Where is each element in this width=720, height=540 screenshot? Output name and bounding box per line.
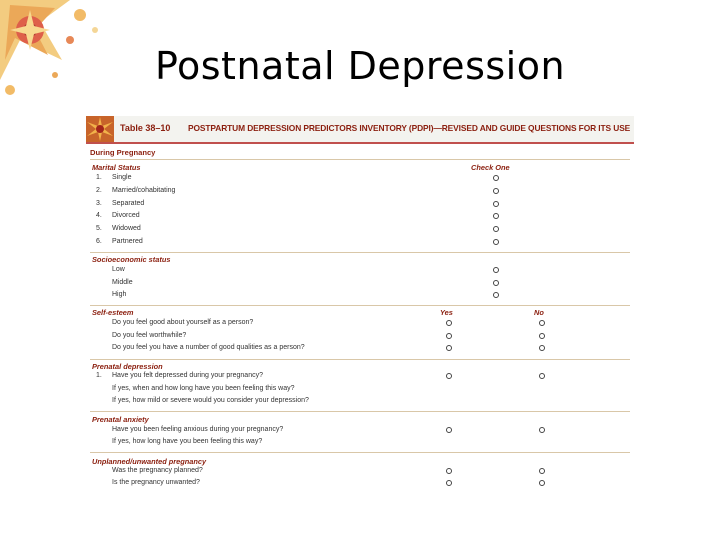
radio-yes[interactable]	[446, 345, 452, 351]
radio-yes[interactable]	[446, 427, 452, 433]
table-header	[86, 116, 634, 144]
yes-header: Yes	[440, 308, 453, 317]
prenatal-anxiety-heading: Prenatal anxiety	[92, 415, 149, 424]
radio-middle[interactable]	[493, 280, 499, 286]
radio-no[interactable]	[539, 373, 545, 379]
radio-no[interactable]	[539, 333, 545, 339]
radio-divorced[interactable]	[493, 213, 499, 219]
marital-status-heading: Marital Status	[92, 163, 141, 172]
radio-high[interactable]	[493, 292, 499, 298]
radio-yes[interactable]	[446, 480, 452, 486]
sunburst-icon	[86, 116, 114, 142]
divider	[90, 159, 630, 160]
section-during-pregnancy: During Pregnancy	[90, 148, 156, 157]
radio-single[interactable]	[493, 175, 499, 181]
slide-title: Postnatal Depression	[154, 44, 566, 88]
unplanned-pregnancy-heading: Unplanned/unwanted pregnancy	[92, 457, 207, 466]
self-esteem-heading: Self-esteem	[92, 308, 134, 317]
socioeconomic-heading: Socioeconomic status	[92, 255, 171, 264]
radio-married[interactable]	[493, 188, 499, 194]
pdpi-table: Table 38–10 POSTPARTUM DEPRESSION PREDICTORS INVENTORY (PDPI)—REVISED AND GUIDE QUESTIONS FOR ITS USE During Pregnancy Marital Status Check One 1. Single 2. Married/cohabitating 3. Separated 4. Divorced 5. Widowed 6. Partnered Socioeconomic status Low Middle High Self-esteem Yes No Do you feel good about yourself as a person? Do you feel worthwhile? Do you feel you have a number of good qualities as a person? Prenatal depression 1. Have you felt depressed during your pregnancy? If yes, when and how long have you been feeling this way? If yes, how mild or severe would you consider your depression? Prenatal anxiety Have you been feeling anxious during your pregnancy? If yes, how long have you been feeling this way? Unplanned/unwanted pregnancy Was the pregnancy planned? Is the pregnancy unwanted?	[86, 116, 634, 494]
radio-widowed[interactable]	[493, 226, 499, 232]
divider	[90, 411, 630, 412]
table-number: Table 38–10	[120, 123, 171, 133]
divider	[90, 359, 630, 360]
radio-no[interactable]	[539, 345, 545, 351]
radio-partnered[interactable]	[493, 239, 499, 245]
radio-no[interactable]	[539, 320, 545, 326]
check-one-header: Check One	[471, 163, 510, 172]
radio-yes[interactable]	[446, 320, 452, 326]
radio-separated[interactable]	[493, 201, 499, 207]
divider	[90, 305, 630, 306]
divider	[90, 452, 630, 453]
radio-no[interactable]	[539, 480, 545, 486]
radio-yes[interactable]	[446, 468, 452, 474]
no-header: No	[534, 308, 544, 317]
table-title: POSTPARTUM DEPRESSION PREDICTORS INVENTORY (PDPI)—REVISED AND GUIDE QUESTIONS FOR ITS USE	[188, 123, 631, 133]
radio-low[interactable]	[493, 267, 499, 273]
radio-yes[interactable]	[446, 373, 452, 379]
divider	[90, 252, 630, 253]
radio-no[interactable]	[539, 427, 545, 433]
radio-no[interactable]	[539, 468, 545, 474]
prenatal-depression-heading: Prenatal depression	[92, 362, 163, 371]
radio-yes[interactable]	[446, 333, 452, 339]
